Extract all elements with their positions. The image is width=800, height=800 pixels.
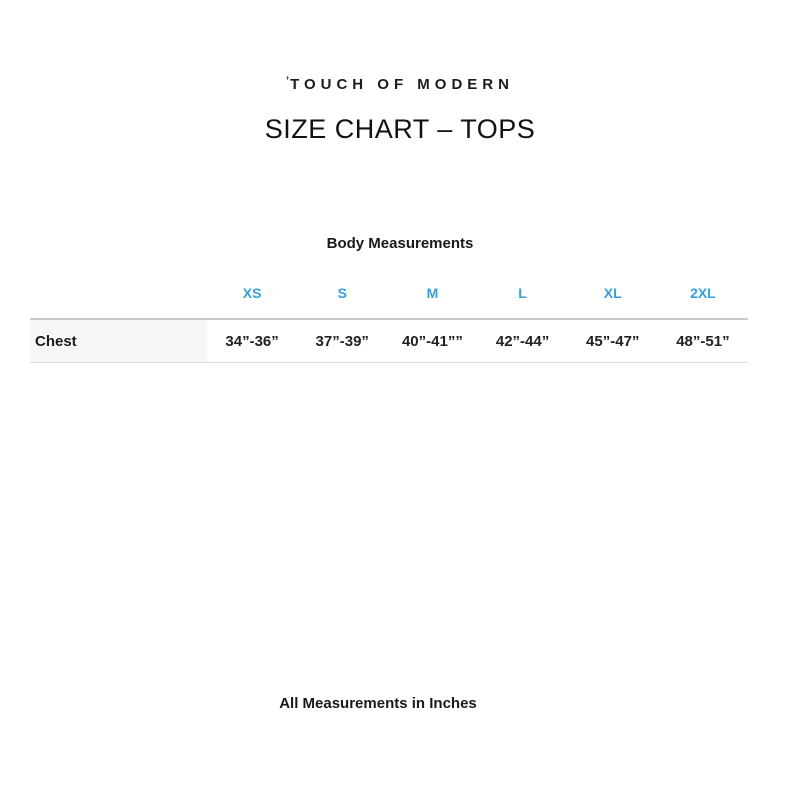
size-header-2xl: 2XL xyxy=(690,285,716,301)
row-values-chest xyxy=(207,320,748,362)
chest-value-xl: 45”-47” xyxy=(586,332,640,350)
brand-logo-mark-icon: ’ xyxy=(286,75,291,87)
chest-value-l: 42”-44” xyxy=(495,332,550,350)
table-row-chest xyxy=(30,318,748,363)
brand-logo-text: TOUCH OF MODERN xyxy=(290,76,514,93)
chest-value-2xl: 48”-51” xyxy=(676,332,730,350)
size-header-xl: XL xyxy=(603,285,622,301)
size-header-l: L xyxy=(518,285,527,301)
chest-value-xs: 34”-36” xyxy=(225,332,279,350)
chest-value-m: 40”-41”” xyxy=(401,332,463,350)
brand-logo xyxy=(0,75,800,93)
size-header-row xyxy=(207,285,748,301)
measurements-unit-note: All Measurements in Inches xyxy=(279,695,477,712)
body-measurements-heading: Body Measurements xyxy=(326,235,474,252)
page-title: SIZE CHART – TOPS xyxy=(264,114,536,144)
size-header-xs: XS xyxy=(242,285,262,301)
size-header-s: S xyxy=(337,285,347,301)
row-label-chest: Chest xyxy=(30,320,207,362)
chest-value-s: 37”-39” xyxy=(315,332,369,350)
size-header-m: M xyxy=(426,285,439,301)
